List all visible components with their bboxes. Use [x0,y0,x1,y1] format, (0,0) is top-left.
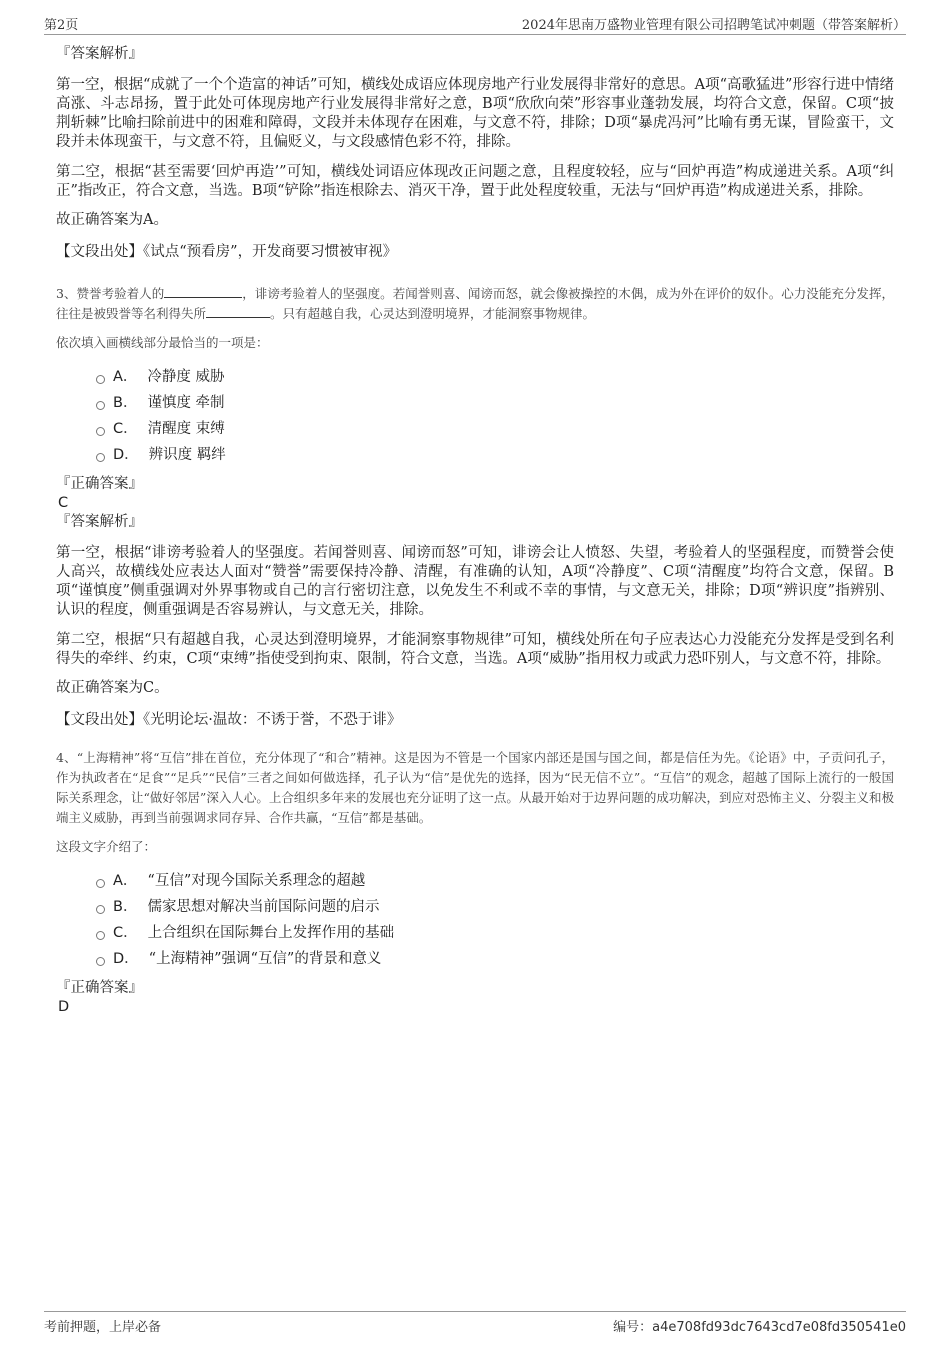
q3-option-a[interactable]: A． 冷静度 威胁 [96,364,894,390]
page-header [44,12,906,35]
q3-blank-1 [164,285,242,298]
q3-correct-answer: C [58,495,69,511]
q3-analysis-paragraph-2: 第二空，根据“只有超越自我，心灵达到澄明境界，才能洞察事物规律”可知，横线处所在句子应表达心力没能充分发挥是受到名利得失的牵绊、约束，C项“束缚”指使受到拘束、限制，符合文意，当选。A项“威胁”指用权力或武力恐吓别人，与文意不符，排除。 [56,632,894,667]
footer-code-value: a4e708fd93dc7643cd7e08fd350541e0 [652,1320,906,1335]
q2-analysis-paragraph-2: 第二空，根据“甚至需要‘回炉再造’”可知，横线处词语应体现改正问题之意，且程度较轻，应与“回炉再造”构成递进关系。A项“纠正”指改正，符合文意，当选。B项“铲除”指连根除去、消灭干净，置于此处程度较重，无法与“回炉再造”构成递进关系，排除。 [56,164,894,199]
footer-code-label: 编号： [613,1320,653,1335]
q2-analysis-paragraph-1: 第一空，根据“成就了一个个造富的神话”可知，横线处成语应体现房地产行业发展得非常好的意思。A项“高歌猛进”形容行进中情绪高涨、斗志昂扬，置于此处可体现房地产行业发展得非常好之意，B项“欣欣向荣”形容事业蓬勃发展，均符合文意，保留。C项“披荆斩棘”比喻扫除前进中的困难和障碍，文段并未体现存在困难，与文意不符，排除；D项“暴虎冯河”比喻有勇无谋，冒险蛮干，文段并未体现蛮干，与文意不符，且偏贬义，与文段感情色彩不符，排除。 [56,77,894,150]
q3-option-d[interactable]: D． 辨识度 羁绊 [96,442,894,468]
radio-icon[interactable] [96,401,105,410]
q4-option-d[interactable]: D． “上海精神”强调“互信”的背景和意义 [96,946,894,972]
radio-icon[interactable] [96,375,105,384]
q3-stem: 3、赞誉考验着人的 ，诽谤考验着人的坚强度。若闻誉则喜、闻谤而怒，就会像被操控的木偶，成为外在评价的奴仆。心力没能充分发挥，往往是被毁誉等名利得失所 。只有超越自我，心灵达到澄明境界，才能洞察事物规律。 [56,286,894,321]
q3-source-label: 【文段出处】 [56,712,143,728]
q2-source-text: 《试点“预看房”，开发商要习惯被审视》 [143,244,398,260]
radio-icon[interactable] [96,879,105,888]
q4-option-a[interactable]: A． “互信”对现今国际关系理念的超越 [96,868,894,894]
page-number: 第2页 [44,18,79,33]
q3-analysis-label: 『答案解析』 [56,514,143,530]
q4-prompt: 这段文字介绍了： [56,839,157,854]
q3-correct-label: 『正确答案』 [56,476,143,492]
page-footer [44,1311,906,1336]
q4-option-c[interactable]: C． 上合组织在国际舞台上发挥作用的基础 [96,920,894,946]
q3-option-b[interactable]: B． 谨慎度 牵制 [96,390,894,416]
radio-icon[interactable] [96,427,105,436]
q4-correct-label: 『正确答案』 [56,980,143,996]
q4-options [56,868,894,972]
document-title: 2024年思南万盛物业管理有限公司招聘笔试冲刺题（带答案解析） [521,18,906,33]
footer-slogan: 考前押题，上岸必备 [44,1320,162,1335]
q3-conclusion: 故正确答案为C。 [56,680,169,696]
q3-prompt: 依次填入画横线部分最恰当的一项是： [56,335,269,350]
radio-icon[interactable] [96,905,105,914]
q4-stem: 4、“上海精神”将“互信”排在首位，充分体现了“和合”精神。这是因为不管是一个国家内部还是国与国之间，都是信任为先。《论语》中，子贡问孔子，作为执政者在“足食”“足兵”“民信”三者之间如何做选择，孔子认为“信”是优先的选择，因为“民无信不立”。“互信”的观念，超越了国际上流行的一般国际关系理念，让“做好邻居”深入人心。上合组织多年来的发展也充分证明了这一点。从最开始对于边界问题的成功解决，到应对恐怖主义、分裂主义和极端主义威胁，再到当前强调求同存异、合作共赢，“互信”都是基础。 [56,750,894,825]
q2-source-label: 【文段出处】 [56,244,143,260]
q3-analysis-paragraph-1: 第一空，根据“诽谤考验着人的坚强度。若闻誉则喜、闻谤而怒”可知，诽谤会让人愤怒、失望，考验着人的坚强程度，而赞誉会使人高兴，故横线处应表达人面对“赞誉”需要保持冷静、清醒，有准确的认知，A项“冷静度”、C项“清醒度”均符合文意，保留。B项“谨慎度”侧重强调对外界事物或自己的言行密切注意，以免发生不利或不幸的事情，与文意无关，排除；D项“辨识度”指辨别、认识的程度，侧重强调是否容易辨认，与文意无关，排除。 [56,545,894,618]
q4-correct-answer: D [58,999,70,1015]
q2-source [56,242,894,262]
footer-code [613,1316,906,1335]
radio-icon[interactable] [96,453,105,462]
q3-blank-2 [206,305,270,318]
q3-source-text: 《光明论坛·温故：不诱于誉，不恐于诽》 [143,712,402,728]
q3-options [56,364,894,468]
q3-source [56,710,894,730]
q2-conclusion: 故正确答案为A。 [56,212,168,228]
page-content [56,44,894,1016]
q3-option-c[interactable]: C． 清醒度 束缚 [96,416,894,442]
q2-analysis-label: 『答案解析』 [56,46,143,62]
radio-icon[interactable] [96,957,105,966]
radio-icon[interactable] [96,931,105,940]
q4-option-b[interactable]: B． 儒家思想对解决当前国际问题的启示 [96,894,894,920]
